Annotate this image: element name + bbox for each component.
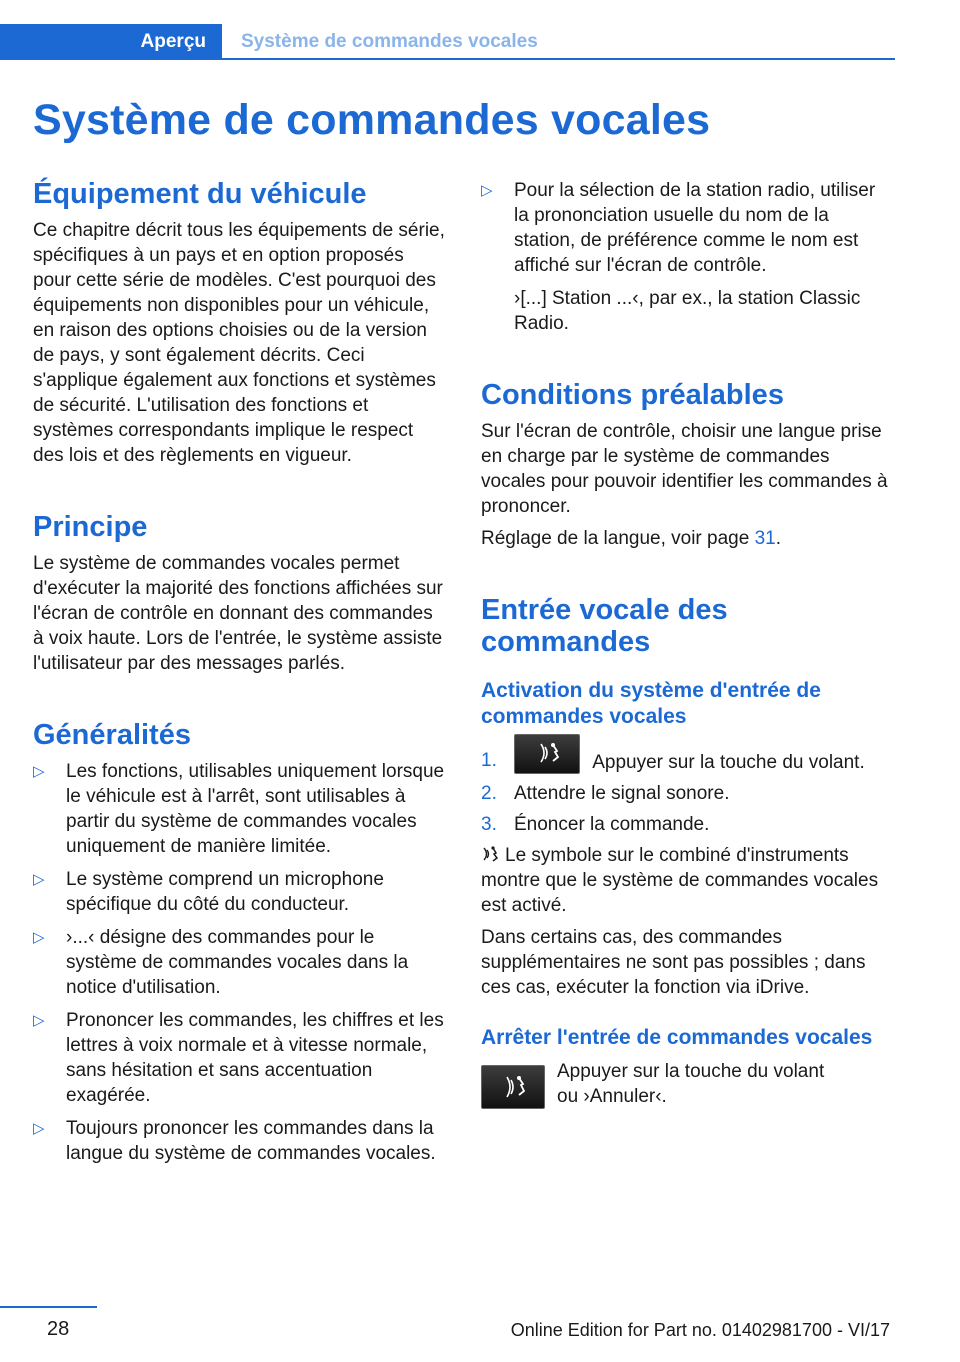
steps-activation [481,748,895,837]
triangle-bullet-icon: ▷ [33,871,45,888]
list-item: 1. Appuyer sur la touche du volant. [481,748,895,775]
heading-activation: Activation du système d'entrée de commandes vocales [481,679,821,728]
paragraph-symbol: Le symbole sur le combiné d'instruments montre que le système de commandes vocales est activé. [481,845,879,916]
step-number: 1. [481,750,497,771]
heading-generalites: Généralités [33,719,191,751]
triangle-bullet-icon: ▷ [481,182,493,199]
tab-section-title[interactable]: Système de commandes vocales [241,31,538,52]
heading-arreter: Arrêter l'entrée de commandes vocales [481,1026,873,1049]
right-column [481,178,895,1109]
triangle-bullet-icon: ▷ [33,763,45,780]
page-header [0,24,895,62]
arreter-row [481,1059,895,1109]
voice-button-icon [481,1065,545,1109]
heading-equipement: Équipement du véhicule [33,178,367,210]
list-item: ▷ Pour la sélection de la station radio, utiliser la prononciation usuelle du nom de la station, de préférence comme le nom est affiché sur l'écran de contrôle. [481,180,876,276]
step-number: 3. [481,814,497,835]
list-item: 3. Énoncer la commande. [481,814,710,835]
page-number: 28 [47,1318,70,1340]
list-generalites [33,759,446,1166]
list-item: ▷ Les fonctions, utilisables uniquement lorsque le véhicule est à l'arrêt, sont utilisables à partir du système de commandes vocales uniquement de manière limitée. [33,761,445,857]
page-title: Système de commandes vocales [33,96,711,144]
paragraph-principe: Le système de commandes vocales permet d'exécuter la majorité des fonctions affichées sur l'écran de contrôle en donnant des commandes à voix haute. Lors de l'entrée, le système assiste l'utilisateur par des messages parlés. [33,553,443,674]
paragraph-extra: Dans certains cas, des commandes supplémentaires ne sont pas possibles ; dans ces cas, exécuter la fonction via iDrive. [481,927,866,998]
voice-button-icon [514,734,580,774]
list-item: ▷ Prononcer les commandes, les chiffres et les lettres à voix normale et à vitesse normale, sans hésitation et sans accentuation exagérée. [33,1010,444,1106]
radio-example: ›[...] Station ...‹, par ex., la station Classic Radio. [514,288,861,334]
triangle-bullet-icon: ▷ [33,1012,45,1029]
paragraph-arreter: Appuyer sur la touche du volant ou ›Annuler‹. [557,1061,825,1107]
list-radio [481,178,895,278]
voice-symbol-icon [481,844,501,864]
heading-principe: Principe [33,511,148,543]
footer-divider [0,1306,97,1308]
header-divider [222,58,895,60]
list-item: ▷ Le système comprend un microphone spécifique du côté du conducteur. [33,869,384,915]
paragraph-conditions: Sur l'écran de contrôle, choisir une langue prise en charge par le système de commandes vocales pour pouvoir identifier les commandes à prononcer. [481,421,888,517]
left-column [33,178,446,1174]
step-number: 2. [481,783,497,804]
tab-apercu[interactable]: Aperçu [0,24,222,60]
list-item: 2. Attendre le signal sonore. [481,783,730,804]
page-link[interactable]: 31 [754,528,776,549]
list-item: ▷ Toujours prononcer les commandes dans la langue du système de commandes vocales. [33,1118,436,1164]
heading-conditions: Conditions préalables [481,379,784,411]
edition-note: Online Edition for Part no. 01402981700 - VI/17 [510,1320,890,1340]
triangle-bullet-icon: ▷ [33,1120,45,1137]
list-item: ▷ ›...‹ désigne des commandes pour le système de commandes vocales dans la notice d'utilisation. [33,927,409,998]
language-reference: Réglage de la langue, voir page 31. [481,528,782,549]
paragraph-equipement: Ce chapitre décrit tous les équipements de série, spécifiques à un pays et en option proposés pour cette série de modèles. C'est pourquoi des équipements non disponibles pour un véhicule, en raison des options choisies ou de la version de pays, y sont également décrits. Ceci s'applique également aux fonctions et systèmes de sécurité. L'utilisation des fonctions et systèmes correspondants implique le respect des lois et des règlements en vigueur. [33,220,445,466]
heading-entree-vocale: Entrée vocale des commandes [481,594,728,658]
triangle-bullet-icon: ▷ [33,929,45,946]
